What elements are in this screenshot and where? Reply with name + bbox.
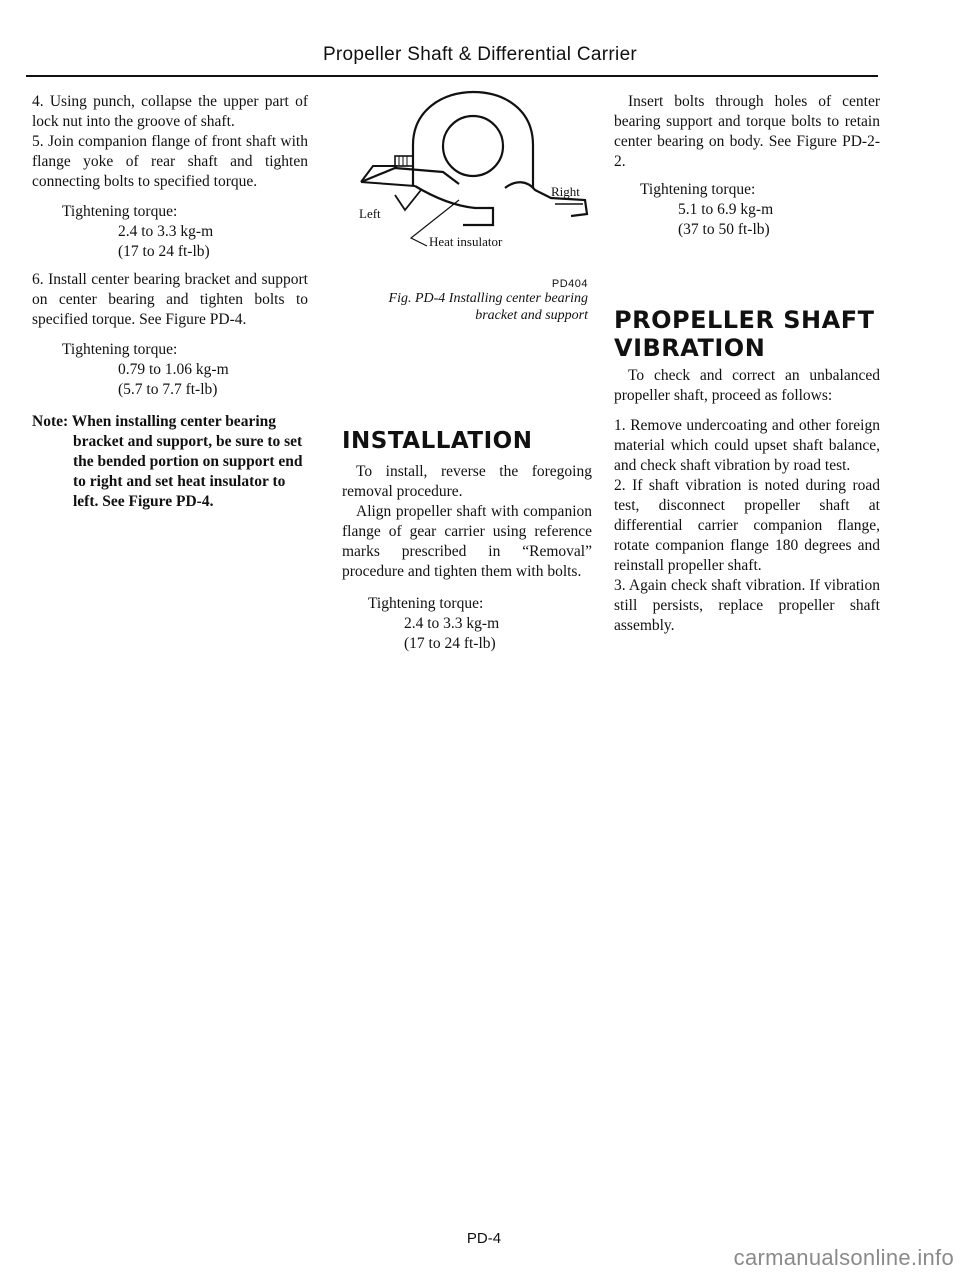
- vibration-step-2: 2. If shaft vibration is noted during road test, disconnect propeller shaft at differential carrier companion flange, rotate companion flange 180 degrees and reinstall propeller shaft.: [614, 477, 880, 574]
- label-right: Right: [551, 184, 580, 199]
- torque-value-3a: 2.4 to 3.3 kg-m: [404, 615, 500, 632]
- right-para-1: Insert bolts through holes of center bearing support and torque bolts to retain center bearing on body. See Figure PD-2-2.: [614, 93, 880, 170]
- figure-caption-line2: bracket and support: [475, 308, 588, 323]
- propeller-vibration-heading: [614, 306, 874, 362]
- torque-value-2a: 0.79 to 1.06 kg-m: [118, 361, 229, 378]
- vibration-step-1: 1. Remove undercoating and other foreign material which could upset shaft balance, and check shaft vibration by road test.: [614, 417, 880, 474]
- figure-code: PD404: [551, 278, 588, 290]
- installation-para-2: Align propeller shaft with companion flange of gear carrier using reference marks prescribed in “Removal” procedure and tighten them with bolts.: [342, 503, 592, 580]
- label-heat-insulator: Heat insulator: [429, 234, 503, 249]
- installation-heading: INSTALLATION: [342, 428, 533, 454]
- torque-value-1b: (17 to 24 ft-lb): [118, 243, 210, 260]
- right-column-bottom: [614, 366, 880, 636]
- figure-caption-line1: Fig. PD-4 Installing center bearing: [388, 291, 588, 306]
- center-bearing-diagram: [355, 80, 595, 280]
- watermark: carmanualsonline.info: [733, 1245, 954, 1270]
- heading-line-2: VIBRATION: [614, 334, 766, 362]
- vibration-step-3: 3. Again check shaft vibration. If vibration still persists, replace propeller shaft assembly.: [614, 577, 880, 634]
- page-number: PD-4: [466, 1230, 502, 1247]
- torque-value-2b: (5.7 to 7.7 ft-lb): [118, 381, 218, 398]
- torque-label-1: Tightening torque:: [62, 203, 178, 220]
- right-column-top: [614, 92, 880, 240]
- torque-label-2: Tightening torque:: [62, 341, 178, 358]
- figure-caption-block: [330, 278, 588, 324]
- torque-value-4b: (37 to 50 ft-lb): [678, 221, 770, 238]
- vibration-intro: To check and correct an unbalanced propeller shaft, proceed as follows:: [614, 367, 880, 404]
- step-5: 5. Join companion flange of front shaft with flange yoke of rear shaft and tighten connecting bolts to specified torque.: [32, 133, 308, 190]
- installation-para-1: To install, reverse the foregoing removal procedure.: [342, 463, 592, 500]
- page-header-title: Propeller Shaft & Differential Carrier: [322, 44, 638, 65]
- figure-pd4: [355, 80, 595, 280]
- torque-value-4a: 5.1 to 6.9 kg-m: [678, 201, 774, 218]
- torque-label-3: Tightening torque:: [368, 595, 484, 612]
- note-lead: Note:: [32, 413, 69, 430]
- step-4: 4. Using punch, collapse the upper part of lock nut into the groove of shaft.: [32, 93, 308, 130]
- heading-line-1: PROPELLER SHAFT: [614, 306, 875, 334]
- step-6: 6. Install center bearing bracket and support on center bearing and tighten bolts to specified torque. See Figure PD-4.: [32, 271, 308, 328]
- header-rule: [26, 75, 878, 77]
- left-column: [32, 92, 308, 512]
- note-body: When installing center bearing bracket and support, be sure to set the bended portion on support end to right and set heat insulator to left. See Figure PD-4.: [71, 413, 303, 510]
- torque-value-3b: (17 to 24 ft-lb): [404, 635, 496, 652]
- torque-value-1a: 2.4 to 3.3 kg-m: [118, 223, 214, 240]
- torque-label-4: Tightening torque:: [640, 181, 756, 198]
- label-left: Left: [359, 206, 381, 221]
- middle-column: [342, 462, 592, 654]
- note-block: [32, 412, 308, 512]
